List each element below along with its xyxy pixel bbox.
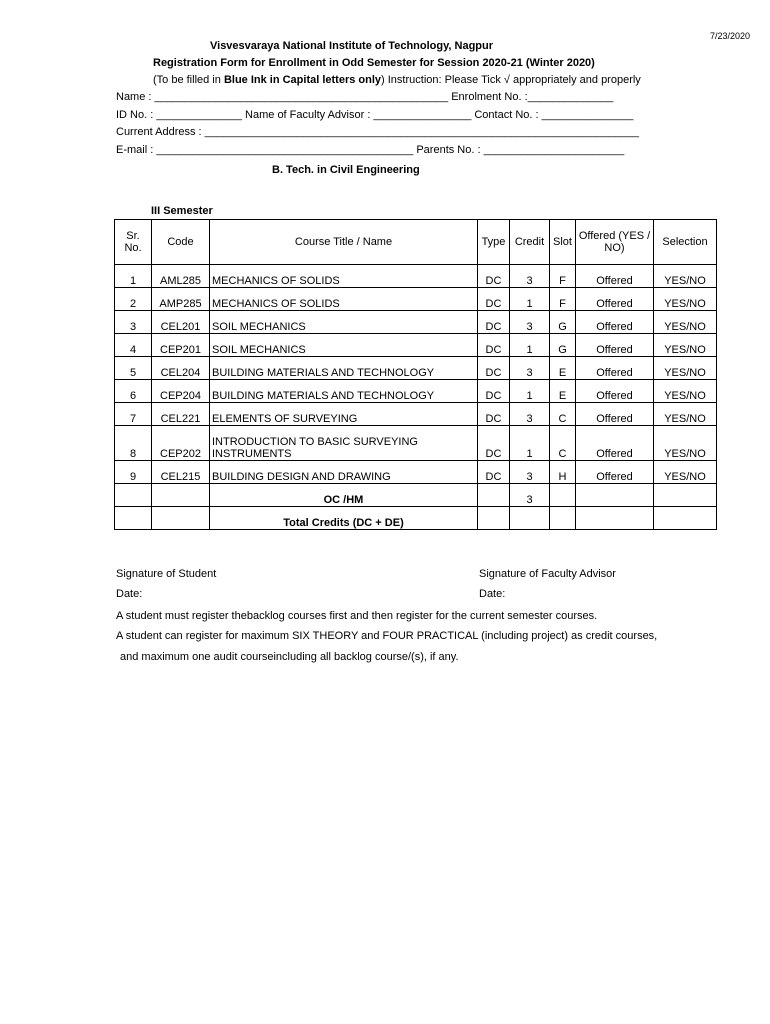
- row-selection[interactable]: YES/NO: [654, 334, 717, 357]
- row-sr: 3: [115, 311, 152, 334]
- empty-cell: [550, 484, 576, 507]
- table-row: [115, 265, 717, 288]
- row-code: CEL221: [152, 403, 210, 426]
- header-sr: Sr. No.: [115, 220, 152, 265]
- empty-cell: [654, 507, 717, 530]
- row-slot: G: [550, 311, 576, 334]
- row-sr: 8: [115, 426, 152, 461]
- row-slot: C: [550, 426, 576, 461]
- advisor-date-label: Date:: [479, 588, 506, 600]
- row-offered: Offered: [576, 311, 654, 334]
- row-selection[interactable]: YES/NO: [654, 461, 717, 484]
- header-slot: Slot: [550, 220, 576, 265]
- empty-cell: [115, 484, 152, 507]
- empty-cell: [152, 507, 210, 530]
- row-code: CEL215: [152, 461, 210, 484]
- empty-cell: [576, 507, 654, 530]
- email-parents-field[interactable]: E-mail : __________________________________________ Parents No. : _______________________: [116, 144, 625, 156]
- row-code: CEP204: [152, 380, 210, 403]
- instruction-prefix: (To be filled in: [153, 74, 224, 86]
- row-title: BUILDING MATERIALS AND TECHNOLOGY: [210, 357, 478, 380]
- row-type: DC: [478, 334, 510, 357]
- row-credit: 3: [510, 461, 550, 484]
- print-date: 7/23/2020: [709, 31, 750, 41]
- row-code: AML285: [152, 265, 210, 288]
- row-offered: Offered: [576, 334, 654, 357]
- row-selection[interactable]: YES/NO: [654, 380, 717, 403]
- header-credit: Credit: [510, 220, 550, 265]
- row-sr: 4: [115, 334, 152, 357]
- empty-cell: [654, 484, 717, 507]
- row-type: DC: [478, 426, 510, 461]
- row-slot: C: [550, 403, 576, 426]
- row-sr: 5: [115, 357, 152, 380]
- row-title: INTRODUCTION TO BASIC SURVEYING INSTRUMENTS: [210, 426, 478, 461]
- empty-cell: [478, 484, 510, 507]
- course-table: [114, 219, 717, 530]
- row-type: DC: [478, 403, 510, 426]
- row-type: DC: [478, 311, 510, 334]
- row-title: BUILDING MATERIALS AND TECHNOLOGY: [210, 380, 478, 403]
- row-code: AMP285: [152, 288, 210, 311]
- header-type: Type: [478, 220, 510, 265]
- row-title: ELEMENTS OF SURVEYING: [210, 403, 478, 426]
- student-signature-label: Signature of Student: [116, 568, 217, 580]
- row-type: DC: [478, 357, 510, 380]
- row-type: DC: [478, 288, 510, 311]
- form-title: Registration Form for Enrollment in Odd Semester for Session 2020-21 (Winter 2020): [153, 57, 595, 69]
- row-slot: F: [550, 265, 576, 288]
- row-code: CEP202: [152, 426, 210, 461]
- row-code: CEP201: [152, 334, 210, 357]
- row-offered: Offered: [576, 461, 654, 484]
- row-title: SOIL MECHANICS: [210, 311, 478, 334]
- row-selection[interactable]: YES/NO: [654, 288, 717, 311]
- row-credit: 1: [510, 426, 550, 461]
- row-credit: 1: [510, 334, 550, 357]
- note-backlog: A student must register thebacklog courses first and then register for the current semester courses.: [116, 610, 598, 622]
- row-title: SOIL MECHANICS: [210, 334, 478, 357]
- row-code: CEL201: [152, 311, 210, 334]
- row-code: CEL204: [152, 357, 210, 380]
- header-selection: Selection: [654, 220, 717, 265]
- row-title: MECHANICS OF SOLIDS: [210, 265, 478, 288]
- row-type: DC: [478, 265, 510, 288]
- empty-cell: [478, 507, 510, 530]
- note-audit: and maximum one audit courseincluding all backlog course/(s), if any.: [120, 651, 459, 663]
- row-slot: G: [550, 334, 576, 357]
- table-row: [115, 288, 717, 311]
- table-row: [115, 403, 717, 426]
- row-credit: 3: [510, 403, 550, 426]
- table-row: [115, 461, 717, 484]
- header-code: Code: [152, 220, 210, 265]
- row-slot: H: [550, 461, 576, 484]
- row-offered: Offered: [576, 357, 654, 380]
- id-advisor-contact-field[interactable]: ID No. : ______________ Name of Faculty Advisor : ________________ Contact No. : _______________: [116, 109, 634, 121]
- row-offered: Offered: [576, 265, 654, 288]
- note-max-courses: A student can register for maximum SIX THEORY and FOUR PRACTICAL (including project) as credit courses,: [116, 630, 658, 642]
- row-selection[interactable]: YES/NO: [654, 265, 717, 288]
- empty-cell: [550, 507, 576, 530]
- row-selection[interactable]: YES/NO: [654, 403, 717, 426]
- table-row: [115, 311, 717, 334]
- row-title: BUILDING DESIGN AND DRAWING: [210, 461, 478, 484]
- empty-cell: [152, 484, 210, 507]
- row-sr: 6: [115, 380, 152, 403]
- row-credit: 1: [510, 380, 550, 403]
- row-title: MECHANICS OF SOLIDS: [210, 288, 478, 311]
- program-name: B. Tech. in Civil Engineering: [272, 164, 420, 176]
- row-offered: Offered: [576, 403, 654, 426]
- row-selection[interactable]: YES/NO: [654, 426, 717, 461]
- name-enrolment-field[interactable]: Name : ________________________________________________ Enrolment No. :______________: [116, 91, 614, 103]
- row-offered: Offered: [576, 426, 654, 461]
- row-credit: 3: [510, 357, 550, 380]
- semester-label: III Semester: [151, 205, 213, 217]
- empty-cell: [115, 507, 152, 530]
- row-type: DC: [478, 380, 510, 403]
- total-credits-value[interactable]: [510, 507, 550, 530]
- table-row: [115, 357, 717, 380]
- oc-hm-label: OC /HM: [210, 484, 478, 507]
- row-slot: F: [550, 288, 576, 311]
- row-offered: Offered: [576, 288, 654, 311]
- instruction-suffix: ) Instruction: Please Tick √ appropriately and properly: [381, 74, 641, 86]
- student-date-label: Date:: [116, 588, 143, 600]
- header-offered: Offered (YES / NO): [576, 220, 654, 265]
- instruction-line: [153, 74, 641, 86]
- row-credit: 3: [510, 265, 550, 288]
- row-sr: 2: [115, 288, 152, 311]
- table-row: [115, 334, 717, 357]
- row-offered: Offered: [576, 380, 654, 403]
- advisor-signature-label: Signature of Faculty Advisor: [479, 568, 616, 580]
- empty-cell: [576, 484, 654, 507]
- row-type: DC: [478, 461, 510, 484]
- oc-hm-credit: 3: [510, 484, 550, 507]
- row-sr: 1: [115, 265, 152, 288]
- row-sr: 9: [115, 461, 152, 484]
- row-selection[interactable]: YES/NO: [654, 311, 717, 334]
- total-credits-label: Total Credits (DC + DE): [210, 507, 478, 530]
- table-row: [115, 426, 717, 461]
- address-field[interactable]: Current Address : _______________________________________________________________________: [116, 126, 640, 138]
- row-credit: 3: [510, 311, 550, 334]
- institute-name: Visvesvaraya National Institute of Technology, Nagpur: [210, 40, 494, 52]
- row-credit: 1: [510, 288, 550, 311]
- row-slot: E: [550, 380, 576, 403]
- table-row: [115, 380, 717, 403]
- row-sr: 7: [115, 403, 152, 426]
- row-slot: E: [550, 357, 576, 380]
- row-selection[interactable]: YES/NO: [654, 357, 717, 380]
- instruction-bold: Blue Ink in Capital letters only: [223, 74, 382, 86]
- header-title: Course Title / Name: [210, 220, 478, 265]
